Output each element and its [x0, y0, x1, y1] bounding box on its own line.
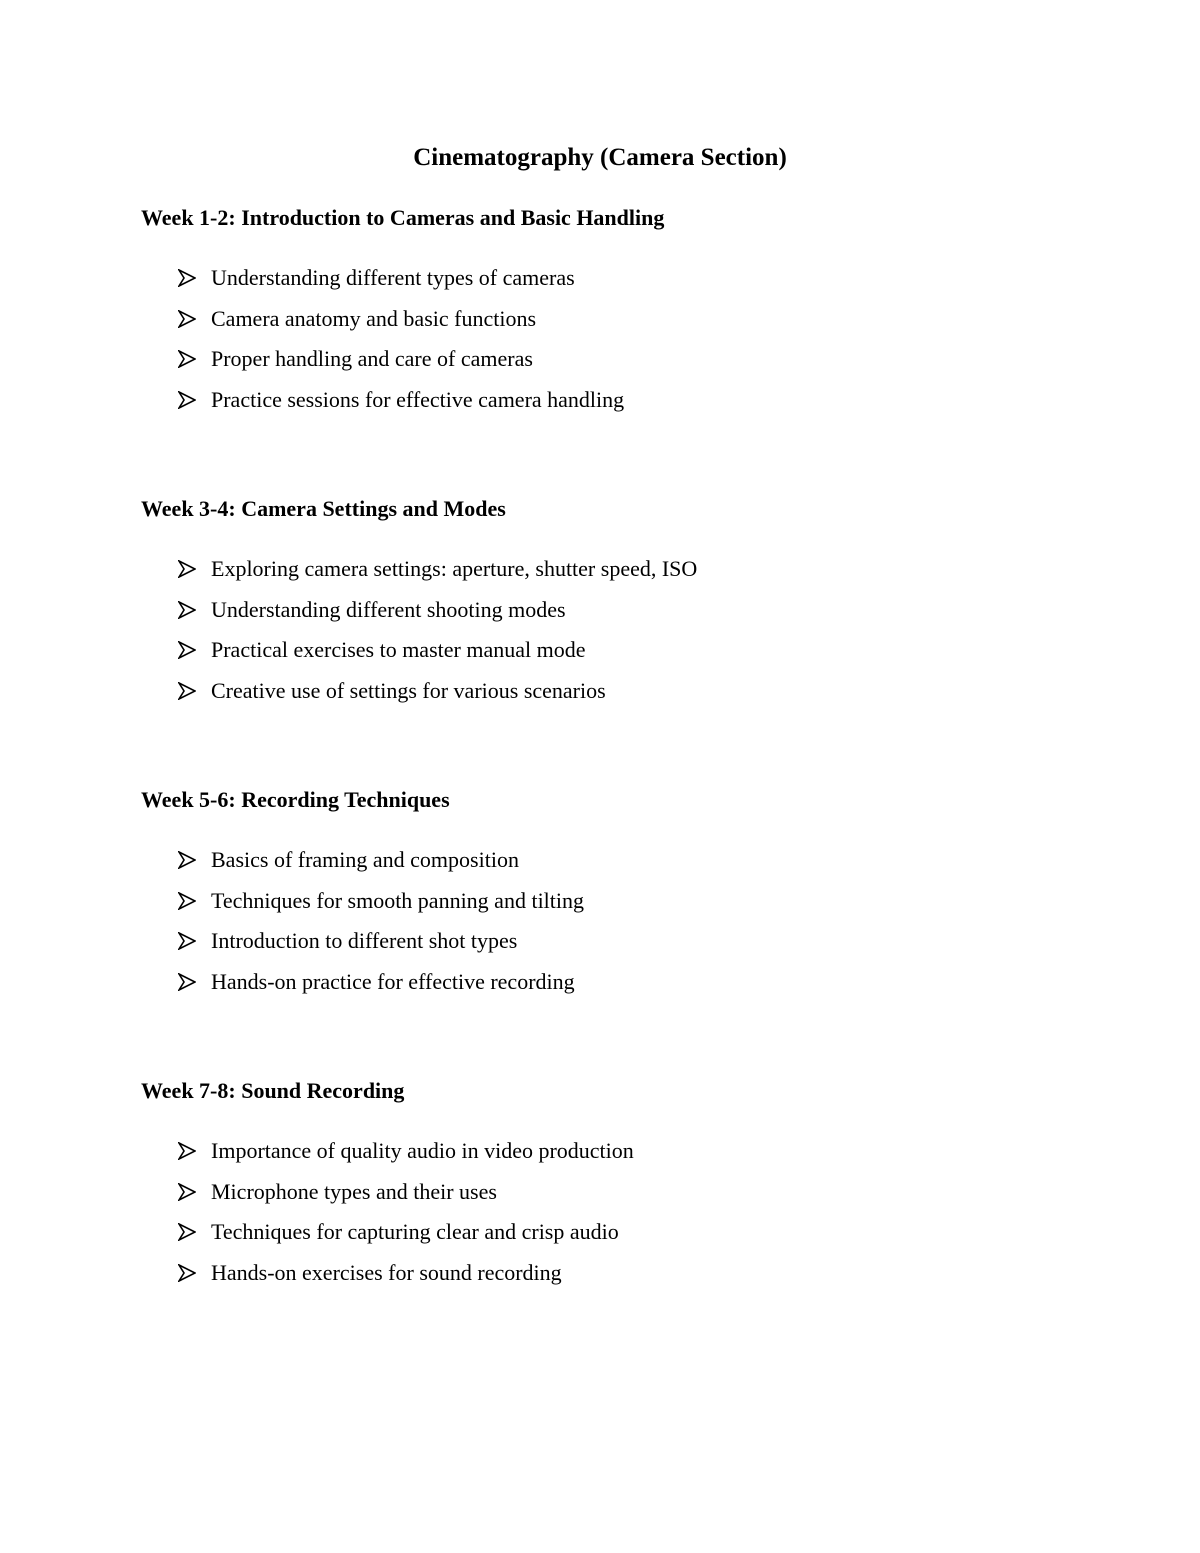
- list-item: [141, 840, 1041, 881]
- section-heading: Week 5-6: Recording Techniques: [141, 787, 450, 812]
- list-item: [141, 1172, 1041, 1213]
- document-title: Cinematography (Camera Section): [413, 144, 787, 171]
- arrowhead-bullet-icon: [178, 601, 196, 619]
- week-1-2-section: [141, 202, 1041, 420]
- list-item-text: Practical exercises to master manual mode: [211, 637, 586, 662]
- list-item: [141, 590, 1041, 631]
- list-item-text: Hands-on practice for effective recording: [211, 968, 575, 994]
- arrowhead-bullet-icon: [178, 350, 196, 368]
- list-item: [141, 630, 1041, 671]
- bullet-list: [141, 258, 1041, 420]
- list-item: [141, 881, 1041, 922]
- list-item-text: Practice sessions for effective camera handling: [211, 386, 625, 412]
- list-item: [141, 380, 1041, 421]
- list-item: [141, 339, 1041, 380]
- arrowhead-bullet-icon: [178, 1223, 196, 1241]
- week-7-8-section: [141, 1075, 1041, 1293]
- list-item-text: Proper handling and care of cameras: [211, 346, 533, 371]
- arrowhead-bullet-icon: [178, 641, 196, 659]
- bullet-list: [141, 840, 1041, 1002]
- arrowhead-bullet-icon: [178, 932, 196, 950]
- list-item-text: Creative use of settings for various scenarios: [211, 677, 606, 703]
- week-3-4-section: [141, 493, 1041, 711]
- arrowhead-bullet-icon: [178, 851, 196, 869]
- arrowhead-bullet-icon: [178, 1142, 196, 1160]
- arrowhead-bullet-icon: [178, 1183, 196, 1201]
- bullet-list: [141, 549, 1041, 711]
- list-item-text: Microphone types and their uses: [211, 1178, 497, 1204]
- list-item: [141, 962, 1041, 1003]
- list-item-text: Understanding different types of cameras: [211, 265, 575, 290]
- list-item: [141, 921, 1041, 962]
- arrowhead-bullet-icon: [178, 892, 196, 910]
- week-5-6-section: [141, 784, 1041, 1002]
- section-heading: Week 3-4: Camera Settings and Modes: [141, 496, 506, 521]
- arrowhead-bullet-icon: [178, 269, 196, 287]
- arrowhead-bullet-icon: [178, 560, 196, 578]
- section-heading: Week 7-8: Sound Recording: [141, 1078, 405, 1103]
- arrowhead-bullet-icon: [178, 682, 196, 700]
- list-item-text: Camera anatomy and basic functions: [211, 305, 537, 331]
- list-item: [141, 299, 1041, 340]
- arrowhead-bullet-icon: [178, 1264, 196, 1282]
- list-item-text: Basics of framing and composition: [211, 847, 519, 872]
- list-item-text: Understanding different shooting modes: [211, 596, 566, 622]
- arrowhead-bullet-icon: [178, 973, 196, 991]
- list-item: [141, 671, 1041, 712]
- list-item: [141, 1253, 1041, 1294]
- list-item-text: Techniques for smooth panning and tilting: [211, 887, 585, 913]
- list-item: [141, 1212, 1041, 1253]
- list-item-text: Exploring camera settings: aperture, shutter speed, ISO: [211, 556, 698, 581]
- arrowhead-bullet-icon: [178, 310, 196, 328]
- list-item-text: Introduction to different shot types: [211, 928, 518, 953]
- list-item-text: Techniques for capturing clear and crisp audio: [211, 1219, 619, 1244]
- section-heading: Week 1-2: Introduction to Cameras and Basic Handling: [141, 205, 665, 230]
- arrowhead-bullet-icon: [178, 391, 196, 409]
- list-item: [141, 549, 1041, 590]
- list-item: [141, 258, 1041, 299]
- list-item: [141, 1131, 1041, 1172]
- list-item-text: Importance of quality audio in video production: [211, 1138, 634, 1163]
- bullet-list: [141, 1131, 1041, 1293]
- list-item-text: Hands-on exercises for sound recording: [211, 1259, 562, 1285]
